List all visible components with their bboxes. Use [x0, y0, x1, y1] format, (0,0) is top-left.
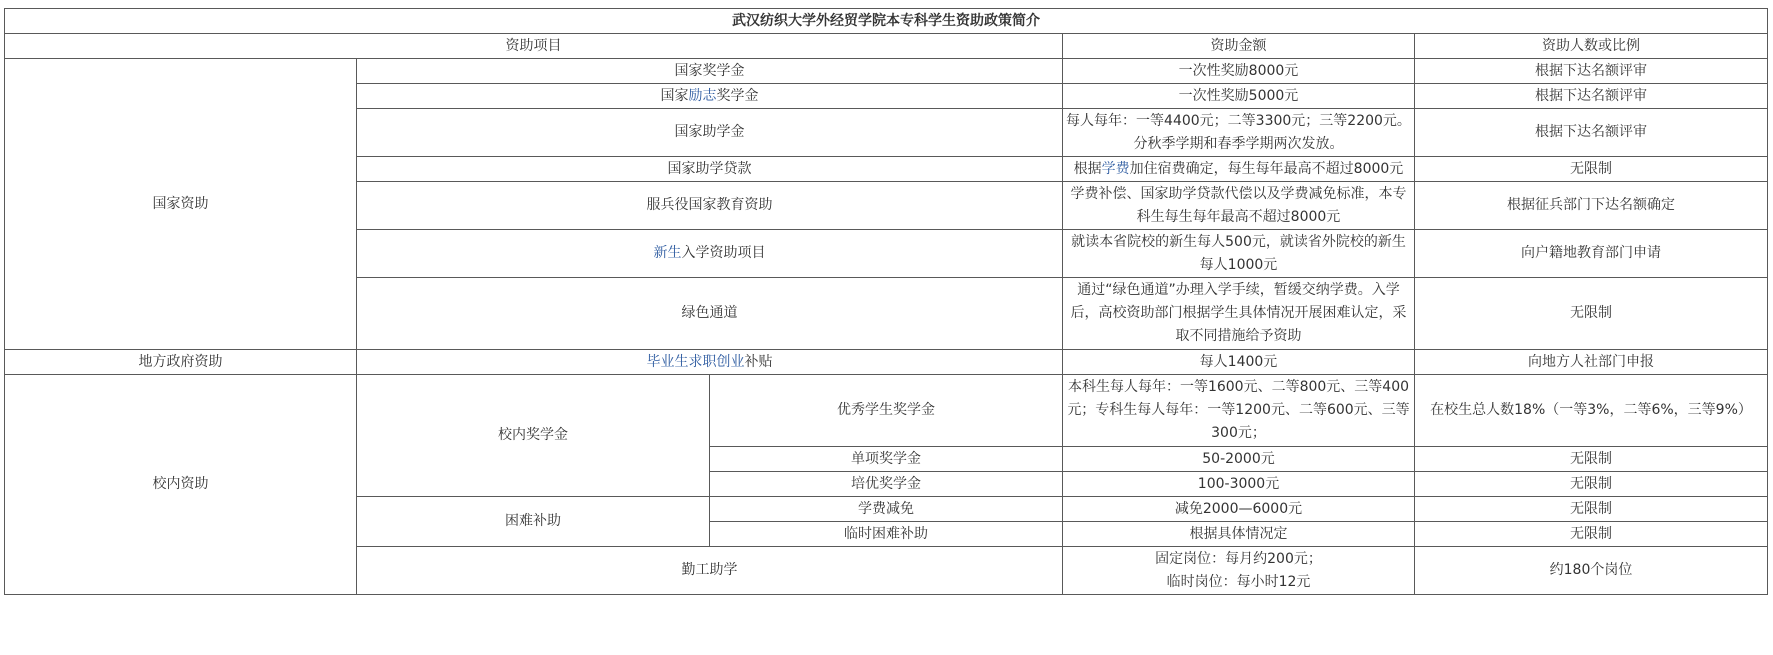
category-school: 校内资助	[5, 375, 357, 595]
title-row	[5, 9, 1768, 34]
amount-line: 临时岗位：每小时12元	[1166, 573, 1311, 590]
table-row	[5, 375, 1768, 447]
header-row	[5, 34, 1768, 59]
item-name	[357, 350, 1063, 375]
header-item: 资助项目	[5, 34, 1063, 59]
keyword-link[interactable]: 毕业生求职创业	[646, 353, 745, 370]
aid-policy-table	[4, 8, 1768, 595]
item-name-suffix: 入学资助项目	[681, 245, 766, 261]
category-national: 国家资助	[5, 59, 357, 350]
keyword-link[interactable]: 学费	[1101, 160, 1130, 177]
item-name: 优秀学生奖学金	[710, 375, 1063, 447]
item-amount: 50-2000元	[1063, 447, 1415, 472]
item-quota: 根据下达名额评审	[1415, 84, 1768, 109]
item-name: 服兵役国家教育资助	[357, 182, 1063, 230]
item-amount: 通过“绿色通道”办理入学手续，暂缓交纳学费。入学后，高校资助部门根据学生具体情况开展困难认定，采取不同措施给予资助	[1063, 278, 1415, 350]
item-amount	[1063, 157, 1415, 182]
item-name-suffix: 奖学金	[716, 87, 759, 104]
item-name: 学费减免	[710, 497, 1063, 522]
table-title: 武汉纺织大学外经贸学院本专科学生资助政策简介	[5, 9, 1768, 34]
item-quota: 根据征兵部门下达名额确定	[1415, 182, 1768, 230]
item-amount: 学费补偿、国家助学贷款代偿以及学费减免标准，本专科生每生每年最高不超过8000元	[1063, 182, 1415, 230]
item-amount: 每人1400元	[1063, 350, 1415, 375]
amount-prefix: 根据	[1073, 160, 1102, 177]
amount-line: 固定岗位：每月约200元；	[1155, 550, 1322, 567]
item-name	[357, 84, 1063, 109]
item-name: 国家助学贷款	[357, 157, 1063, 182]
item-quota: 根据下达名额评审	[1415, 59, 1768, 84]
item-amount: 根据具体情况定	[1063, 522, 1415, 547]
item-name-suffix: 补贴	[744, 353, 773, 370]
item-name: 绿色通道	[357, 278, 1063, 350]
keyword-link[interactable]: 励志	[688, 87, 717, 104]
item-quota: 向户籍地教育部门申请	[1415, 230, 1768, 278]
item-amount: 减免2000—6000元	[1063, 497, 1415, 522]
item-quota: 无限制	[1415, 472, 1768, 497]
item-name: 勤工助学	[357, 547, 1063, 595]
item-quota: 在校生总人数18%（一等3%，二等6%，三等9%）	[1415, 375, 1768, 447]
item-quota: 约180个岗位	[1415, 547, 1768, 595]
item-name: 国家助学金	[357, 109, 1063, 157]
table-row	[5, 350, 1768, 375]
item-quota: 根据下达名额评审	[1415, 109, 1768, 157]
item-quota: 无限制	[1415, 157, 1768, 182]
item-name: 国家奖学金	[357, 59, 1063, 84]
amount-suffix: 加住宿费确定，每生每年最高不超过8000元	[1129, 160, 1404, 177]
item-name: 临时困难补助	[710, 522, 1063, 547]
item-amount	[1063, 547, 1415, 595]
item-name: 培优奖学金	[710, 472, 1063, 497]
item-quota: 无限制	[1415, 497, 1768, 522]
item-quota: 无限制	[1415, 522, 1768, 547]
item-amount: 每人每年：一等4400元；二等3300元；三等2200元。分秋季学期和春季学期两次发放。	[1063, 109, 1415, 157]
item-quota: 向地方人社部门申报	[1415, 350, 1768, 375]
keyword-link[interactable]: 新生	[653, 245, 682, 261]
table-row	[5, 59, 1768, 84]
item-name	[357, 230, 1063, 278]
item-amount: 就读本省院校的新生每人500元，就读省外院校的新生每人1000元	[1063, 230, 1415, 278]
item-name: 单项奖学金	[710, 447, 1063, 472]
item-amount: 本科生每人每年：一等1600元、二等800元、三等400元；专科生每人每年：一等1200元、二等600元、三等300元；	[1063, 375, 1415, 447]
category-local: 地方政府资助	[5, 350, 357, 375]
item-amount: 100-3000元	[1063, 472, 1415, 497]
item-quota: 无限制	[1415, 447, 1768, 472]
subcategory-scholarship: 校内奖学金	[357, 375, 710, 497]
header-amount: 资助金额	[1063, 34, 1415, 59]
item-amount: 一次性奖励5000元	[1063, 84, 1415, 109]
item-quota: 无限制	[1415, 278, 1768, 350]
item-name-prefix: 国家	[660, 87, 689, 104]
header-quota: 资助人数或比例	[1415, 34, 1768, 59]
item-amount: 一次性奖励8000元	[1063, 59, 1415, 84]
subcategory-hardship: 困难补助	[357, 497, 710, 547]
